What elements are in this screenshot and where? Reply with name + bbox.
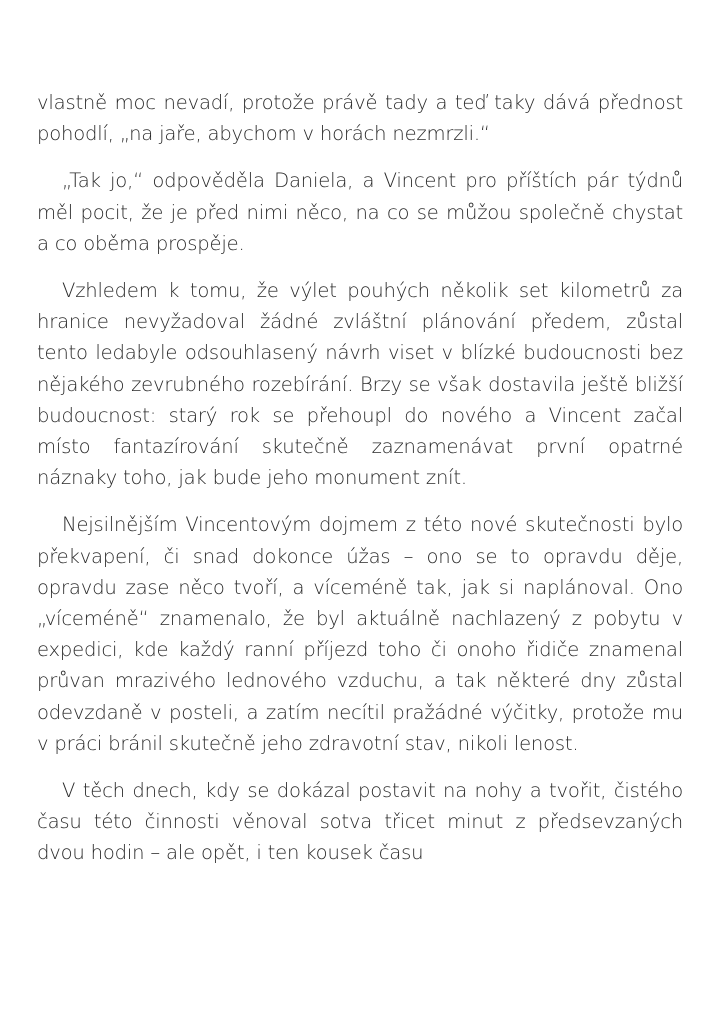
paragraph-5: V těch dnech, kdy se dokázal postavit na nohy a tvořit, čistého času této činnosti věnoval sotva třicet minut z předsevzaných dvou hodin – ale opět, i ten kousek času bbox=[37, 779, 683, 865]
paragraph-3: Vzhledem k tomu, že výlet pouhých několik set kilometrů za hranice nevyžadoval žádné zvláštní plánování předem, zůstal tento ledabyle odsouhlasený návrh viset v blízké budoucnosti bez nějakého zevrubného rozebírání. Brzy se však dostavila ještě bližší budoucnost: starý rok se přehoupl do nového a Vincent začal místo fantazírování skutečně zaznamenávat první opatrné náznaky toho, jak bude jeho monument znít. bbox=[37, 279, 683, 490]
paragraph-4: Nejsilnějším Vincentovým dojmem z této nové skutečnosti bylo překvapení, či snad dokonce úžas – ono se to opravdu děje, opravdu zase něco tvoří, a víceméně tak, jak si naplánoval. Ono „víceméně“ znamenalo, že byl aktuálně nachlazený z pobytu v expedici, kde každý ranní příjezd toho či onoho řidiče znamenal průvan mrazivého lednového vzduchu, a tak některé dny zůstal odevzdaně v posteli, a zatím necítil pražádné výčitky, protože mu v práci bránil skutečně jeho zdravotní stav, nikoli lenost. bbox=[37, 513, 683, 755]
document-page bbox=[37, 87, 683, 869]
paragraph-1: vlastně moc nevadí, protože právě tady a teď taky dává přednost pohodlí, „na jaře, abychom v horách nezmrzli.“ bbox=[37, 91, 683, 146]
paragraph-2: „Tak jo,“ odpověděla Daniela, a Vincent pro příštích pár týdnů měl pocit, že je před nimi něco, na co se můžou společně chystat a co oběma prospěje. bbox=[37, 169, 683, 255]
